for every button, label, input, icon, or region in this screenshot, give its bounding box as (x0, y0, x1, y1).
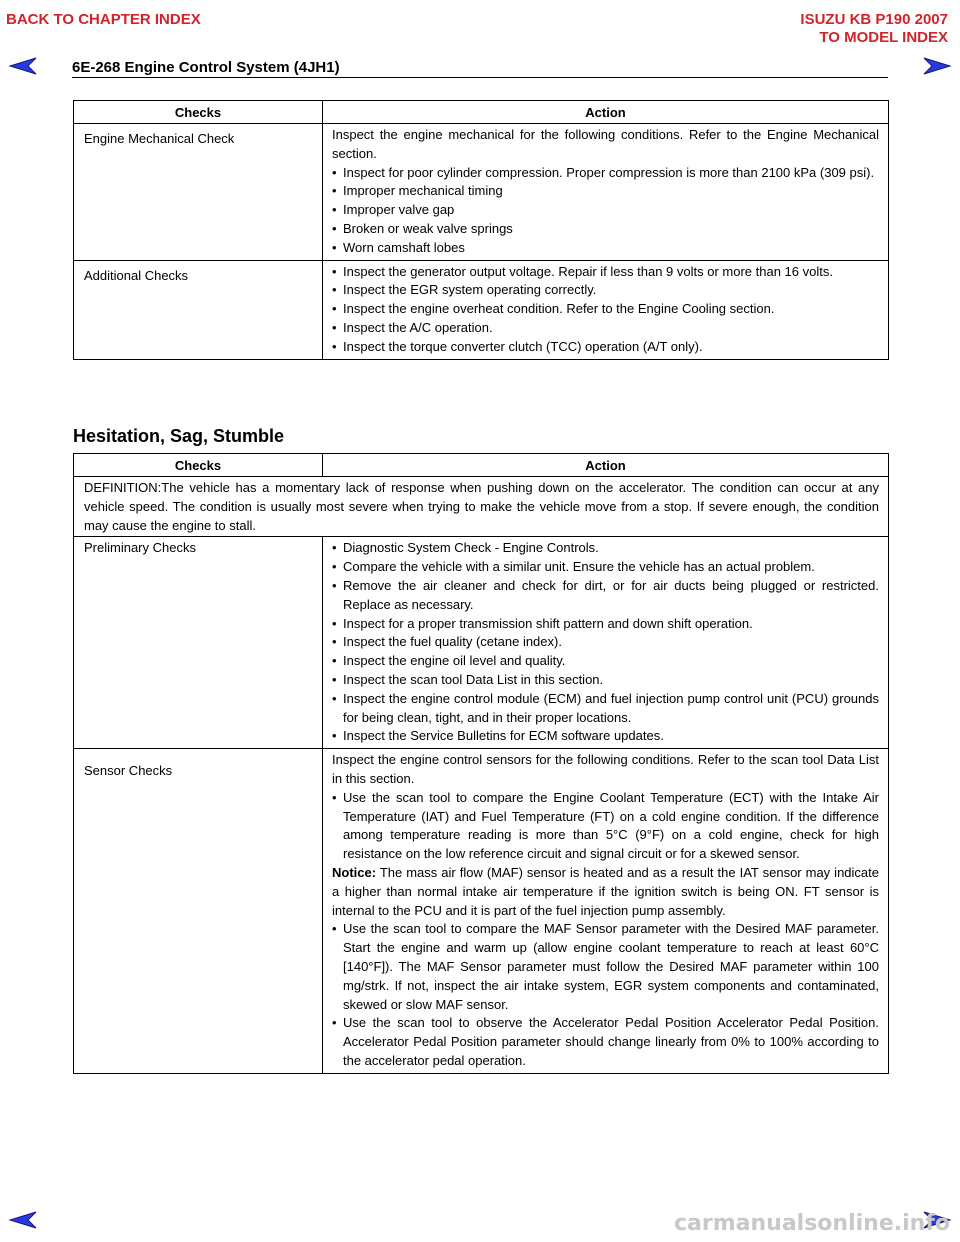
list-item: • Inspect the Service Bulletins for ECM software updates. (332, 727, 879, 746)
list-item: • Broken or weak valve springs (332, 220, 879, 239)
check-cell: Preliminary Checks (74, 537, 323, 749)
table-header-row (74, 101, 889, 124)
notice-label: Notice: (332, 864, 377, 880)
list-item: • Use the scan tool to compare the Engine Coolant Temperature (ECT) with the Intake Air Temperature (IAT) and Fuel Temperature (FT) on a cold engine condition. If the difference among temperature reading is more than 5°C (9°F) on a cold engine, check for high resistance on the low reference circuit and signal circuit or for a skewed sensor. (332, 789, 879, 864)
column-header-action: Action (323, 101, 889, 124)
notice-paragraph (332, 864, 879, 920)
list-item: • Compare the vehicle with a similar unit. Ensure the vehicle has an actual problem. (332, 558, 879, 577)
arrow-right-icon[interactable] (922, 56, 952, 76)
action-cell (323, 124, 889, 261)
action-intro: Inspect the engine mechanical for the following conditions. Refer to the Engine Mechanical section. (332, 127, 879, 161)
list-item: • Use the scan tool to compare the MAF Sensor parameter with the Desired MAF parameter. Start the engine and warm up (allow engine coolant temperature to reach at least 60°C [140°F]). The MAF Sensor parameter must follow the Desired MAF parameter within 100 mg/strk. If not, inspect the air intake system, EGR system components and contaminated, skewed or slow MAF sensor. (332, 920, 879, 1014)
list-item: • Inspect the engine oil level and quality. (332, 652, 879, 671)
check-cell: Engine Mechanical Check (74, 124, 323, 261)
list-item: • Inspect the generator output voltage. Repair if less than 9 volts or more than 16 volts. (332, 263, 879, 282)
action-list (332, 789, 879, 864)
list-item: • Inspect the EGR system operating correctly. (332, 281, 879, 300)
list-item: • Inspect the torque converter clutch (TCC) operation (A/T only). (332, 338, 879, 357)
section-title: Hesitation, Sag, Stumble (73, 426, 285, 446)
action-list (332, 920, 879, 1070)
table-row (74, 260, 889, 359)
list-item: • Inspect the A/C operation. (332, 319, 879, 338)
list-item: • Inspect the scan tool Data List in this section. (332, 671, 879, 690)
action-cell (323, 260, 889, 359)
watermark: carmanualsonline.info (674, 1211, 950, 1236)
list-item: • Improper mechanical timing (332, 182, 879, 201)
table-row (74, 537, 889, 749)
action-list (332, 539, 879, 746)
action-cell (323, 537, 889, 749)
table-row (74, 477, 889, 537)
list-item: • Diagnostic System Check - Engine Controls. (332, 539, 879, 558)
header-rule (72, 77, 888, 78)
table-header-row (74, 454, 889, 477)
arrow-left-icon[interactable] (8, 1210, 38, 1230)
checks-table-engine (73, 100, 889, 360)
list-item: • Worn camshaft lobes (332, 239, 879, 258)
list-item: • Inspect the fuel quality (cetane index). (332, 633, 879, 652)
check-cell: Sensor Checks (74, 749, 323, 1074)
notice-text: The mass air flow (MAF) sensor is heated and as a result the IAT sensor may indicate a higher than normal intake air temperature if the ignition switch is being ON. FT sensor is internal to the PCU and it is part of the fuel injection pump assembly. (332, 864, 879, 918)
page-header: 6E-268 Engine Control System (4JH1) (72, 59, 340, 76)
model-title-link[interactable]: ISUZU KB P190 2007 (800, 11, 948, 28)
back-to-chapter-index-link[interactable]: BACK TO CHAPTER INDEX (6, 11, 201, 28)
list-item: • Inspect for a proper transmission shift pattern and down shift operation. (332, 615, 879, 634)
table-row (74, 749, 889, 1074)
action-list (332, 164, 879, 258)
action-cell (323, 749, 889, 1074)
column-header-checks: Checks (74, 454, 323, 477)
list-item: • Improper valve gap (332, 201, 879, 220)
list-item: • Remove the air cleaner and check for dirt, or for air ducts being plugged or restricted. Replace as necessary. (332, 577, 879, 615)
check-cell: Additional Checks (74, 260, 323, 359)
action-list (332, 263, 879, 357)
list-item: • Use the scan tool to observe the Accelerator Pedal Position Accelerator Pedal Position. Accelerator Pedal Position parameter should change linearly from 0% to 100% according to the accelerator pedal operation. (332, 1014, 879, 1070)
table-row (74, 124, 889, 261)
list-item: • Inspect for poor cylinder compression. Proper compression is more than 2100 kPa (309 psi). (332, 164, 879, 183)
column-header-checks: Checks (74, 101, 323, 124)
to-model-index-link[interactable]: TO MODEL INDEX (819, 29, 948, 46)
list-item: • Inspect the engine overheat condition. Refer to the Engine Cooling section. (332, 300, 879, 319)
definition-cell: DEFINITION:The vehicle has a momentary lack of response when pushing down on the accelerator. The condition can occur at any vehicle speed. The condition is usually most severe when trying to make the vehicle move from a stop. If severe enough, the condition may cause the engine to stall. (74, 477, 889, 537)
checks-table-hesitation (73, 453, 889, 1074)
action-intro: Inspect the engine control sensors for the following conditions. Refer to the scan tool Data List in this section. (332, 752, 879, 786)
arrow-left-icon[interactable] (8, 56, 38, 76)
column-header-action: Action (323, 454, 889, 477)
list-item: • Inspect the engine control module (ECM) and fuel injection pump control unit (PCU) grounds for being clean, tight, and in their proper locations. (332, 690, 879, 728)
